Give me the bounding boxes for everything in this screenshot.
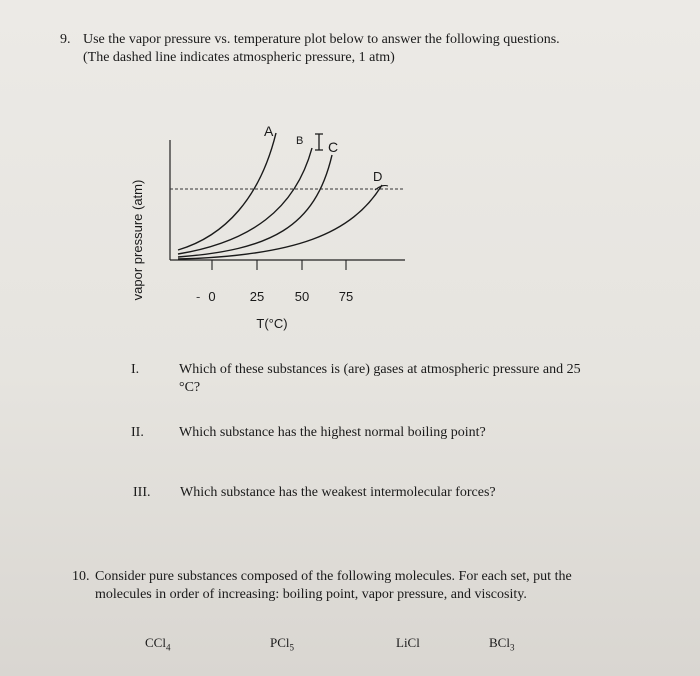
curve-label-c: C xyxy=(328,139,339,155)
question-9-text-line1: Use the vapor pressure vs. temperature plot below to answer the following questions. xyxy=(83,32,560,47)
x-axis-label: T(°C) xyxy=(256,316,288,331)
question-10-text-line1: Consider pure substances composed of the following molecules. For each set, put the xyxy=(95,569,572,584)
x-tick-label-75: 75 xyxy=(338,289,354,304)
subquestion-1-roman: I. xyxy=(131,362,140,377)
vapor-pressure-plot xyxy=(120,110,420,340)
molecule-bcl3: BCl$_3$ xyxy=(489,635,515,653)
subquestion-1-text-line1: Which of these substances is (are) gases at atmospheric pressure and 25 xyxy=(179,362,581,377)
x-tick-label-50: 50 xyxy=(294,289,310,304)
y-axis-label: vapor pressure (atm) xyxy=(130,179,145,301)
question-9-text-line2: (The dashed line indicates atmospheric pressure, 1 atm) xyxy=(83,50,395,65)
curve-label-b: B xyxy=(296,135,304,147)
subquestion-3-text: Which substance has the weakest intermolecular forces? xyxy=(180,485,496,500)
molecule-pcl5: PCl$_5$ xyxy=(270,635,295,653)
subquestion-3-roman: III. xyxy=(133,485,151,500)
question-9-number: 9. xyxy=(60,32,71,47)
curve-c xyxy=(178,155,332,257)
molecule-licl: LiCl xyxy=(396,635,420,650)
curve-label-d: D xyxy=(373,169,383,184)
curve-label-a: A xyxy=(264,123,274,139)
molecule-ccl4: CCl$_4$ xyxy=(145,635,171,653)
cursor-ibeam-icon xyxy=(315,134,323,150)
subquestion-1-text-line2: °C? xyxy=(179,380,201,395)
subquestion-2-roman: II. xyxy=(131,425,144,440)
curve-a xyxy=(178,133,276,250)
question-10-text-line2: molecules in order of increasing: boiling point, vapor pressure, and viscosity. xyxy=(95,587,527,602)
question-10-number: 10. xyxy=(72,569,90,584)
subquestion-2-text: Which substance has the highest normal boiling point? xyxy=(179,425,486,440)
dash-mark: - xyxy=(196,289,201,304)
x-tick-label-0: 0 xyxy=(208,289,216,304)
curve-b xyxy=(178,148,312,254)
x-tick-label-25: 25 xyxy=(249,289,265,304)
